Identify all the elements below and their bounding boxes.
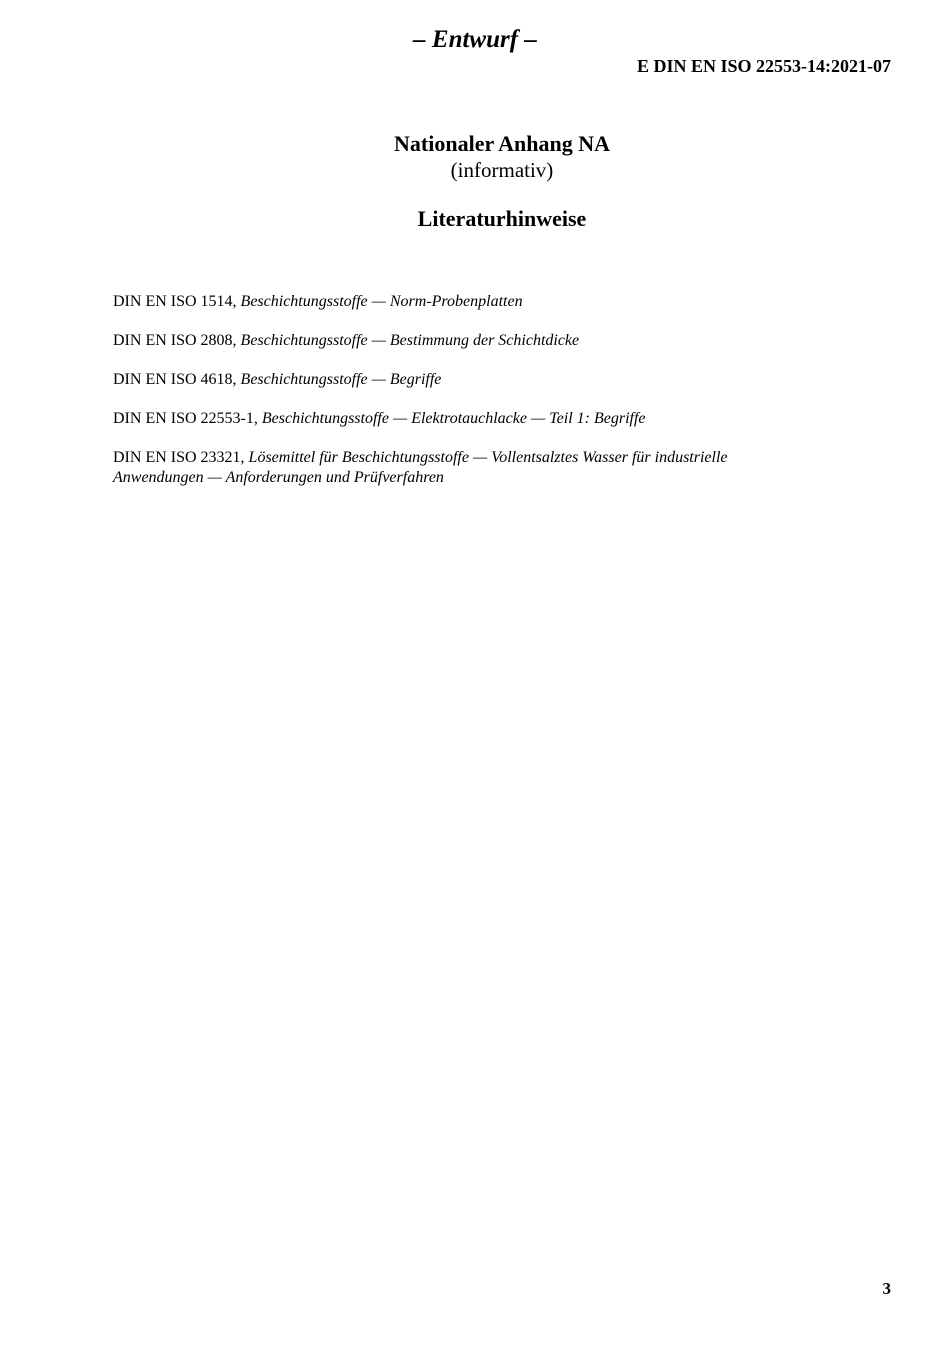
reference-title: Lösemittel für Beschichtungsstoffe — Vollentsalztes Wasser für industrielle Anwendungen — Anforderungen und Prüfverfahren bbox=[113, 449, 728, 486]
annex-title: Nationaler Anhang NA bbox=[394, 131, 610, 156]
reference-item bbox=[113, 370, 813, 390]
reference-number: DIN EN ISO 2808 bbox=[113, 332, 233, 349]
reference-number: DIN EN ISO 22553-1 bbox=[113, 410, 254, 427]
section-title: Literaturhinweise bbox=[417, 206, 587, 231]
reference-number: DIN EN ISO 4618 bbox=[113, 371, 233, 388]
reference-separator: , bbox=[232, 371, 241, 388]
reference-item bbox=[113, 292, 813, 312]
reference-title: Beschichtungsstoffe — Bestimmung der Schichtdicke bbox=[240, 332, 580, 349]
reference-title: Beschichtungsstoffe — Begriffe bbox=[240, 371, 442, 388]
reference-separator: , bbox=[240, 449, 249, 466]
reference-item bbox=[113, 448, 813, 488]
reference-item bbox=[113, 331, 813, 351]
reference-separator: , bbox=[253, 410, 262, 427]
draft-mark: – Entwurf – bbox=[413, 26, 537, 53]
annex-subtitle: (informativ) bbox=[450, 158, 554, 182]
reference-number: DIN EN ISO 1514 bbox=[113, 293, 233, 310]
reference-separator: , bbox=[232, 293, 241, 310]
reference-number: DIN EN ISO 23321 bbox=[113, 449, 241, 466]
reference-title: Beschichtungsstoffe — Norm-Probenplatten bbox=[240, 293, 523, 310]
reference-item bbox=[113, 409, 813, 429]
page-number: 3 bbox=[882, 1279, 891, 1298]
reference-separator: , bbox=[232, 332, 241, 349]
reference-list bbox=[113, 292, 813, 507]
reference-title: Beschichtungsstoffe — Elektrotauchlacke — Teil 1: Begriffe bbox=[261, 410, 646, 427]
document-id: E DIN EN ISO 22553-14:2021-07 bbox=[636, 56, 891, 76]
